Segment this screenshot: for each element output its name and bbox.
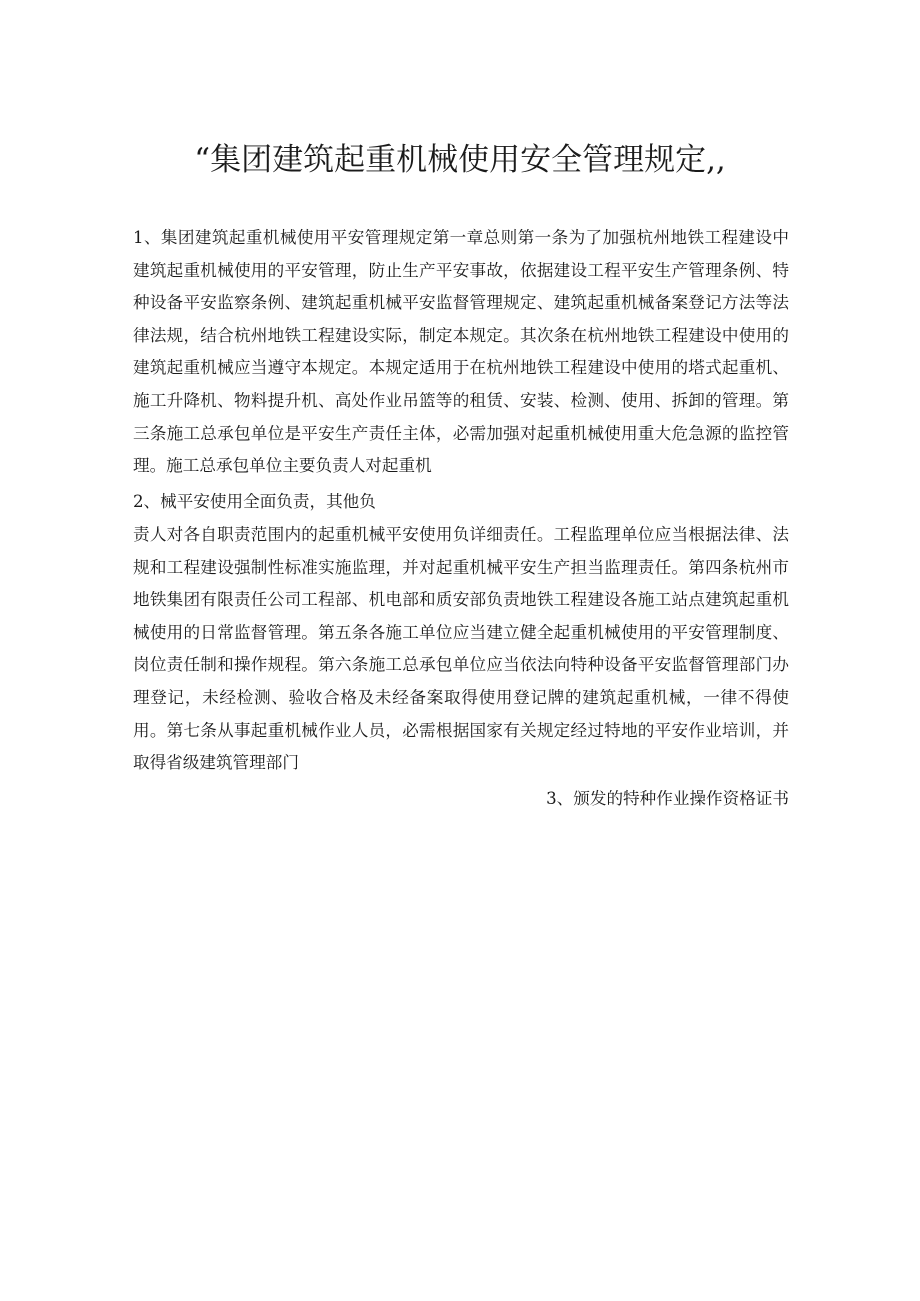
document-body: [133, 222, 789, 819]
document-title: “集团建筑起重机械使用安全管理规定,,: [194, 142, 726, 178]
paragraph-2-lead: 2、械平安使用全面负责，其他负: [133, 492, 376, 512]
paragraph-3: [133, 783, 789, 819]
paragraph-2-text: 责人对各自职责范围内的起重机械平安使用负详细责任。工程监理单位应当根据法律、法规和工程建设强制性标准实施监理，并对起重机械平安生产担当监理责任。第四条杭州市地铁集团有限责任公司工程部、机电部和质安部负责地铁工程建设各施工站点建筑起重机械使用的日常监督管理。第五条各施工单位应当建立健全起重机械使用的平安管理制度、岗位责任制和操作规程。第六条施工总承包单位应当依法向特种设备平安监督管理部门办理登记，未经检测、验收合格及未经备案取得使用登记牌的建筑起重机械，一律不得使用。第七条从事起重机械作业人员，必需根据国家有关规定经过特地的平安作业培训，并取得省级建筑管理部门: [133, 524, 789, 773]
paragraph-1-text: 1、集团建筑起重机械使用平安管理规定第一章总则第一条为了加强杭州地铁工程建设中建筑起重机械使用的平安管理，防止生产平安事故，依据建设工程平安生产管理条例、特种设备平安监察条例、建筑起重机械平安监督管理规定、建筑起重机械备案登记方法等法律法规，结合杭州地铁工程建设实际，制定本规定。其次条在杭州地铁工程建设中使用的建筑起重机械应当遵守本规定。本规定适用于在杭州地铁工程建设中使用的塔式起重机、施工升降机、物料提升机、高处作业吊篮等的租赁、安装、检测、使用、拆卸的管理。第三条施工总承包单位是平安生产责任主体，必需加强对起重机械使用重大危急源的监控管理。施工总承包单位主要负责人对起重机: [133, 228, 789, 476]
paragraph-1: [133, 222, 789, 486]
paragraph-2: [133, 486, 789, 783]
paragraph-3-text: 3、颁发的特种作业操作资格证书: [546, 789, 789, 809]
